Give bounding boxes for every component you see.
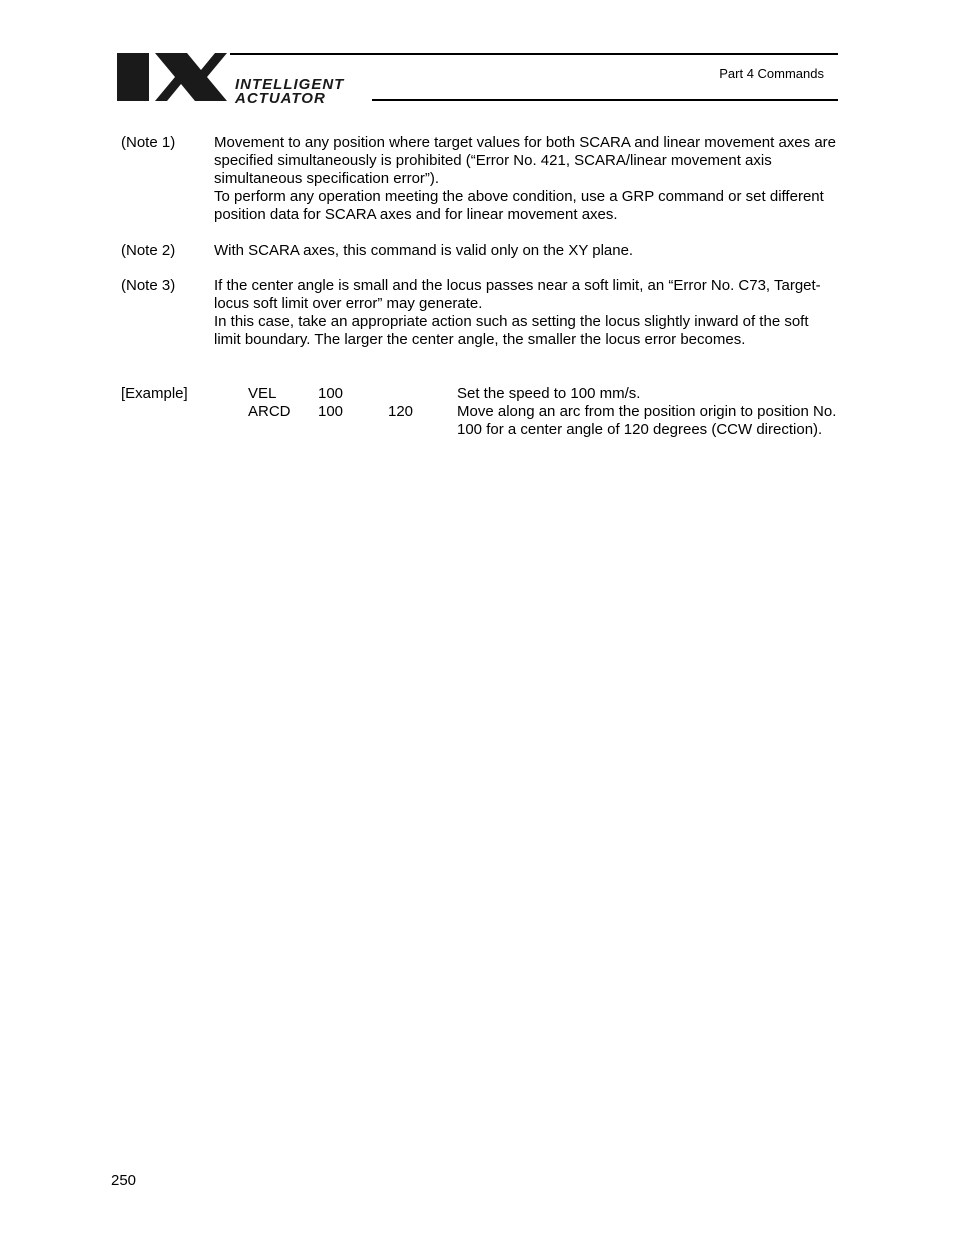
- example-label: [Example]: [121, 385, 188, 402]
- example-row-2-comment: Move along an arc from the position origin to position No. 100 for a center angle of 120 degrees (CCW direction).: [457, 403, 837, 438]
- note-1-paragraph-2: To perform any operation meeting the above condition, use a GRP command or set different position data for SCARA axes and for linear movement axes.: [214, 188, 824, 223]
- brand-actuator: ACTUATOR: [235, 90, 326, 104]
- example-row-1-operand1: 100: [318, 385, 344, 402]
- header-rule-bottom: [372, 99, 838, 101]
- note-1-text: [214, 134, 839, 224]
- example-row-2-operand2: 120: [388, 403, 414, 420]
- example-row-1-command: VEL: [248, 385, 277, 402]
- example-row-1-comment: Set the speed to 100 mm/s.: [457, 385, 641, 402]
- page-number: 250: [111, 1172, 137, 1189]
- header-rule-top: [230, 53, 838, 55]
- section-title: Part 4 Commands: [719, 66, 824, 81]
- note-1-paragraph-1: Movement to any position where target values for both SCARA and linear movement axes are specified simultaneously is prohibited (“Error No. 421, SCARA/linear movement axis simultaneous specification error”).: [214, 134, 836, 187]
- note-3-text: [214, 277, 839, 349]
- note-2-text: [214, 242, 839, 260]
- ix-logo-mark: [115, 52, 405, 104]
- ix-logo: [115, 52, 405, 104]
- note-3-label: (Note 3): [121, 277, 176, 294]
- example-row-2-command: ARCD: [248, 403, 291, 420]
- note-2-label: (Note 2): [121, 242, 176, 259]
- note-2-paragraph-1: With SCARA axes, this command is valid only on the XY plane.: [214, 242, 634, 259]
- note-3-paragraph-1: If the center angle is small and the locus passes near a soft limit, an “Error No. C73, Target-locus soft limit over error” may generate.: [214, 277, 821, 312]
- note-3-paragraph-2: In this case, take an appropriate action such as setting the locus slightly inward of the soft limit boundary. The larger the center angle, the smaller the locus error becomes.: [214, 313, 809, 348]
- note-1-label: (Note 1): [121, 134, 176, 151]
- example-row-2-operand1: 100: [318, 403, 344, 420]
- brand-intelligent: INTELLIGENT: [235, 76, 345, 93]
